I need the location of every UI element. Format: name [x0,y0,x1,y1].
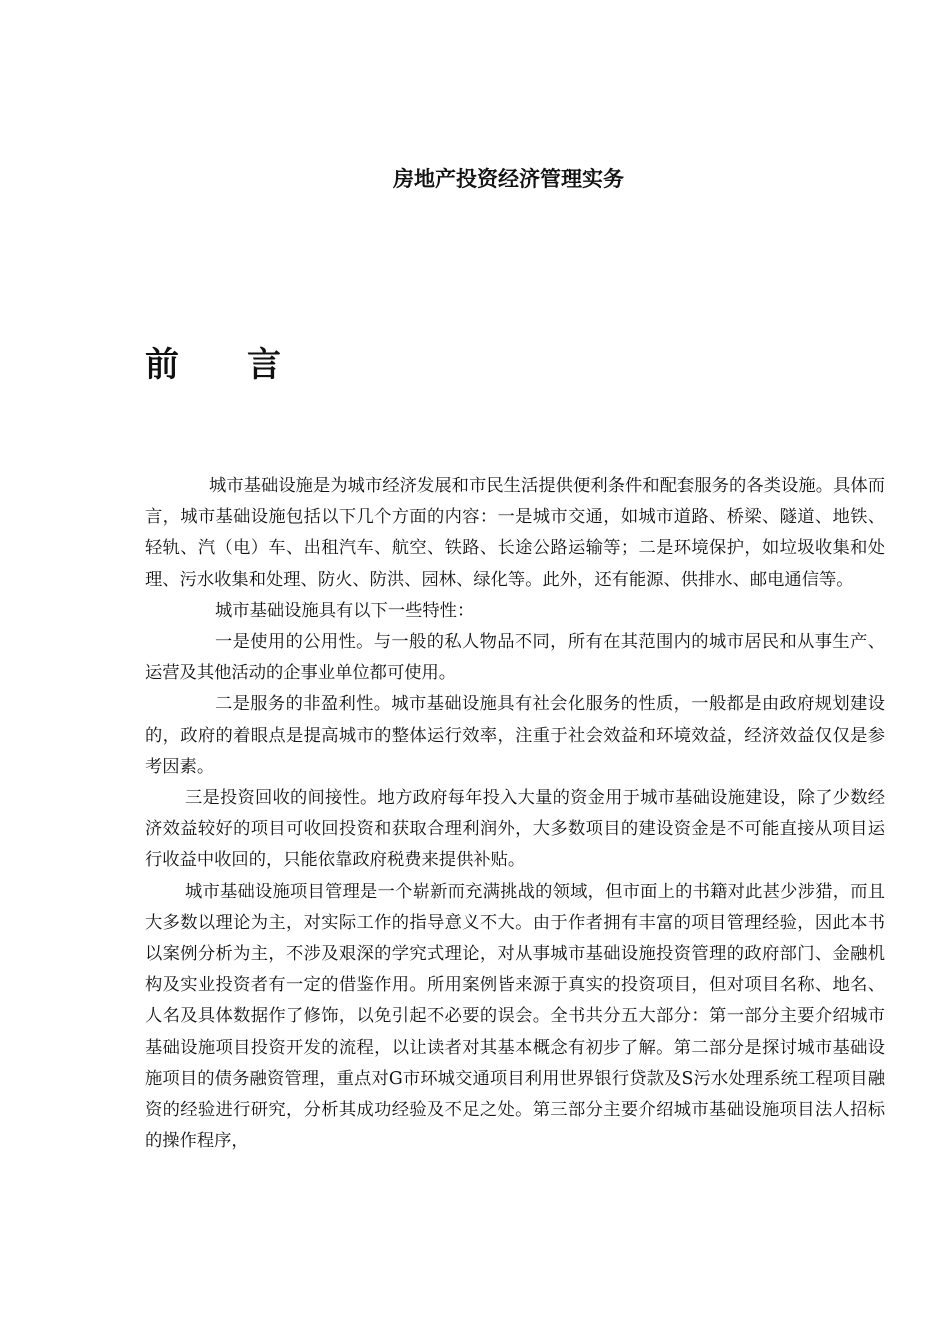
section-heading-preface: 前 言 [145,345,281,385]
paragraph-characteristic-public-use: 一是使用的公用性。与一般的私人物品不同，所有在其范围内的城市居民和从事生产、运营及其他活动的企事业单位都可使用。 [145,632,885,684]
paragraph-infrastructure-definition: 城市基础设施是为城市经济发展和市民生活提供便利条件和配套服务的各类设施。具体而言，城市基础设施包括以下几个方面的内容：一是城市交通，如城市道路、桥梁、隧道、地铁、轻轨、汽（电）车、出租汽车、航空、铁路、长途公路运输等；二是环境保护，如垃圾收集和处理、污水收集和处理、防火、防洪、园林、绿化等。此外，还有能源、供排水、邮电通信等。 [145,476,885,590]
document-title: 房地产投资经济管理实务 [393,166,624,191]
paragraph-characteristics-intro: 城市基础设施具有以下一些特性： [215,600,475,621]
paragraph-book-overview: 城市基础设施项目管理是一个崭新而充满挑战的领域，但市面上的书籍对此甚少涉猎，而且大多数以理论为主，对实际工作的指导意义不大。由于作者拥有丰富的项目管理经验，因此本书以案例分析为主，不涉及艰深的学究式理论，对从事城市基础设施投资管理的政府部门、金融机构及实业投资者有一定的借鉴作用。所用案例皆来源于真实的投资项目，但对项目名称、地名、人名及具体数据作了修饰，以免引起不必要的误会。全书共分五大部分：第一部分主要介绍城市基础设施项目投资开发的流程，以让读者对其基本概念有初步了解。第二部分是探讨城市基础设施项目的债务融资管理，重点对G市环城交通项目利用世界银行贷款及S污水处理系统工程项目融资的经验进行研究，分析其成功经验及不足之处。第三部分主要介绍城市基础设施项目法人招标的操作程序， [145,881,885,1152]
document-body [145,471,885,1157]
paragraph-characteristic-indirect-return: 三是投资回收的间接性。地方政府每年投入大量的资金用于城市基础设施建设，除了少数经济效益较好的项目可收回投资和获取合理利润外，大多数项目的建设资金是不可能直接从项目运行收益中收回的，只能依靠政府税费来提供补贴。 [145,788,885,871]
paragraph-characteristic-nonprofit: 二是服务的非盈利性。城市基础设施具有社会化服务的性质，一般都是由政府规划建设的，政府的着眼点是提高城市的整体运行效率，注重于社会效益和环境效益，经济效益仅仅是参考因素。 [145,694,885,777]
